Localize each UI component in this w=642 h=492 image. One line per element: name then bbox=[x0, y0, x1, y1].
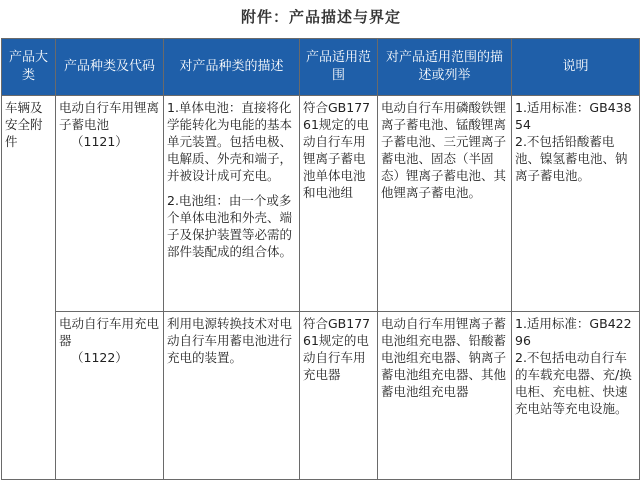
table-header-row bbox=[2, 39, 640, 96]
scope-list-cell: 电动自行车用锂离子蓄电池组充电器、铅酸蓄电池组充电器、钠离子蓄电池组充电器、其他蓄电池组充电器 bbox=[378, 312, 512, 480]
category-cell: 车辆及安全附件 bbox=[2, 96, 56, 480]
header-scope-description: 对产品适用范围的描述或列举 bbox=[378, 39, 512, 96]
product-name: 电动自行车用充电器 bbox=[59, 316, 160, 348]
note-item: 2.不包括电动自行车的车载充电器、充/换电柜、充电桩、快速充电站等充电设施。 bbox=[515, 350, 632, 416]
scope-cell: 符合GB17761规定的电动自行车用充电器 bbox=[300, 312, 378, 480]
type-description-cell bbox=[164, 96, 300, 312]
table-row bbox=[2, 96, 640, 312]
note-item: 1.适用标准：GB43854 bbox=[515, 100, 632, 132]
header-category: 产品大类 bbox=[2, 39, 56, 96]
header-note: 说明 bbox=[512, 39, 640, 96]
header-product-type-code: 产品种类及代码 bbox=[56, 39, 164, 96]
product-definition-table bbox=[1, 38, 640, 480]
page-title: 附件：产品描述与界定 bbox=[240, 8, 401, 26]
header-scope: 产品适用范围 bbox=[300, 39, 378, 96]
note-item: 1.适用标准：GB42296 bbox=[515, 316, 632, 348]
product-code: （1122） bbox=[71, 350, 128, 365]
header-type-description: 对产品种类的描述 bbox=[164, 39, 300, 96]
product-code: （1121） bbox=[71, 134, 128, 149]
scope-cell: 符合GB17761规定的电动自行车用锂离子蓄电池单体电池和电池组 bbox=[300, 96, 378, 312]
product-type-cell bbox=[56, 96, 164, 312]
note-cell bbox=[512, 312, 640, 480]
description-item: 1.单体电池：直接将化学能转化为电能的基本单元装置。包括电极、电解质、外壳和端子，并被设计成可充电。 bbox=[167, 100, 293, 183]
product-type-cell bbox=[56, 312, 164, 480]
scope-list-cell: 电动自行车用磷酸铁锂离子蓄电池、锰酸锂离子蓄电池、三元锂离子蓄电池、固态（半固态）锂离子蓄电池、其他锂离子蓄电池。 bbox=[378, 96, 512, 312]
type-description-cell: 利用电源转换技术对电动自行车用蓄电池进行充电的装置。 bbox=[164, 312, 300, 480]
table-row bbox=[2, 312, 640, 480]
product-name: 电动自行车用锂离子蓄电池 bbox=[59, 100, 160, 132]
note-item: 2.不包括铅酸蓄电池、镍氢蓄电池、钠离子蓄电池。 bbox=[515, 134, 628, 183]
note-cell bbox=[512, 96, 640, 312]
description-item: 2.电池组：由一个或多个单体电池和外壳、端子及保护装置等必需的部件装配成的组合体。 bbox=[167, 193, 293, 259]
